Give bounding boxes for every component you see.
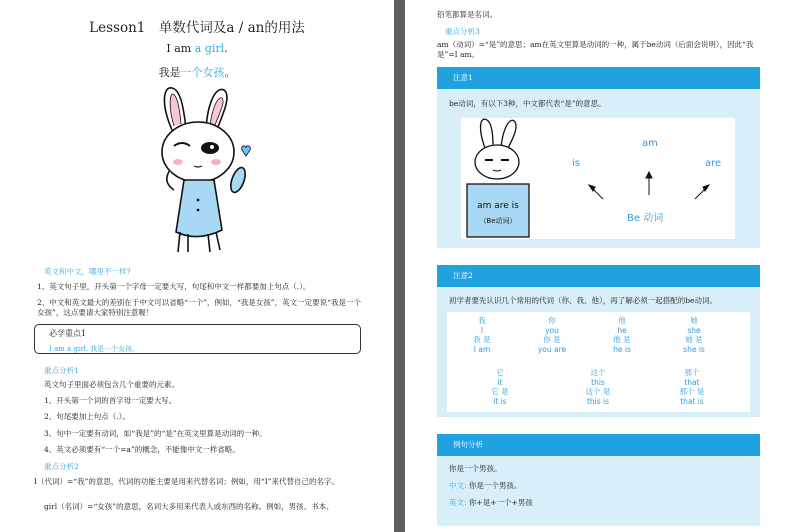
pronoun-cell: 这个 this 这个 是 this is	[585, 368, 611, 406]
note2-box	[437, 265, 760, 417]
bunny-holding-sign-illustration	[465, 118, 537, 239]
note2-title: 注意2	[437, 265, 760, 287]
analysis1-item: 3、句中一定要有动词，如“我是”的“是”在英文里算是动词的一种。	[44, 429, 267, 438]
pronoun-table	[447, 312, 750, 412]
analysis1-heading: 重点分析1	[44, 366, 79, 375]
example-english: I am a girl.	[166, 42, 228, 55]
pronoun-cell: 她 she 她 是 she is	[683, 316, 705, 354]
right-page	[405, 0, 798, 532]
example-box	[437, 434, 760, 526]
analysis3-text: am（动词）=“是”的意思；am在英文里算是动词的一种，属于be动词（后面会说明），因此“我是”=I am。	[437, 40, 754, 59]
be-verb-caption: Be 动词	[627, 213, 664, 224]
note1-box	[437, 67, 760, 248]
note2-text: 初学者要先认识几个常用的代词（你、我、他），再了解必须一起搭配的be动词。	[449, 296, 717, 305]
sign-line2: （Be动词）	[479, 217, 517, 225]
word-are: are	[705, 158, 722, 169]
point-2: 2、中文和英文最大的差别在于中文可以省略“一个”，例如，“我是女孩”，英文一定要说“我是一个女孩”，这点要请大家特别注意喔！	[37, 298, 361, 317]
highlight-yige-nvhai: 一个女孩	[180, 66, 225, 79]
key-point-box	[34, 324, 361, 354]
pronoun-cell: 那个 that 那个 是 that is	[679, 368, 705, 406]
note1-title: 注意1	[437, 67, 760, 89]
note1-text: be动词，有以下3种，中文都代表“是”的意思。	[449, 99, 606, 108]
analysis1-item: 2、句尾要加上句点（.）。	[44, 412, 130, 421]
continued-text: 铅笔都算是名词。	[437, 10, 497, 19]
pronoun-cell: 它 it 它 是 it is	[491, 368, 509, 406]
analysis2-heading: 重点分析2	[44, 462, 79, 471]
left-page	[0, 0, 394, 532]
key-point-content: I am a girl. 我是一个女孩。	[49, 345, 140, 353]
analysis1-intro: 英文句子里面必须包含几个重要的元素。	[44, 380, 179, 389]
analysis2-p1: I（代词）=“我”的意思，代词的功能主要是用来代替名词；例如，用“I”来代替自己的名字。	[34, 477, 340, 486]
section-heading: 英文和中文，哪里不一样?	[44, 267, 131, 276]
pronoun-cell: 他 he 他 是 he is	[613, 316, 631, 354]
analysis1-item: 1、开头第一个词的首字母一定要大写。	[44, 396, 177, 405]
example-line1: 你是一个男孩。	[449, 464, 502, 473]
word-am: am	[642, 138, 658, 149]
point-1: 1、英文句子里，开头第一个字母一定要大写，句尾和中文一样都要加上句点（.）。	[37, 282, 311, 291]
be-verb-panel	[461, 118, 735, 239]
pronoun-cell: 我 I 我 是 I am	[473, 316, 491, 354]
sign-line1: am are is	[477, 201, 519, 211]
lesson-title: Lesson1 单数代词及a / an的用法	[89, 20, 305, 36]
pronoun-cell: 你 you 你 是 you are	[537, 316, 567, 354]
analysis2-p2: girl（名词）=“女孩”的意思，名词大多用来代表人或东西的名称。例如，男孩、书本、	[44, 502, 334, 511]
word-is: is	[572, 158, 580, 169]
example-chinese: 我是一个女孩。	[158, 66, 236, 79]
arrows-icon	[581, 163, 731, 203]
analysis1-item: 4、英文必须要有“一个=a”的概念，不能像中文一样省略。	[44, 445, 240, 454]
example-en: 英文: 你+是+一个+男孩	[449, 498, 533, 507]
analysis3-heading: 重点分析3	[445, 27, 480, 36]
highlight-a-girl: a girl	[194, 42, 225, 55]
bunny-girl-illustration	[150, 82, 260, 257]
example-zh: 中文: 你是一个男孩。	[449, 481, 522, 490]
example-title: 例句分析	[437, 434, 760, 456]
key-point-title: 必学重点1	[49, 329, 87, 338]
